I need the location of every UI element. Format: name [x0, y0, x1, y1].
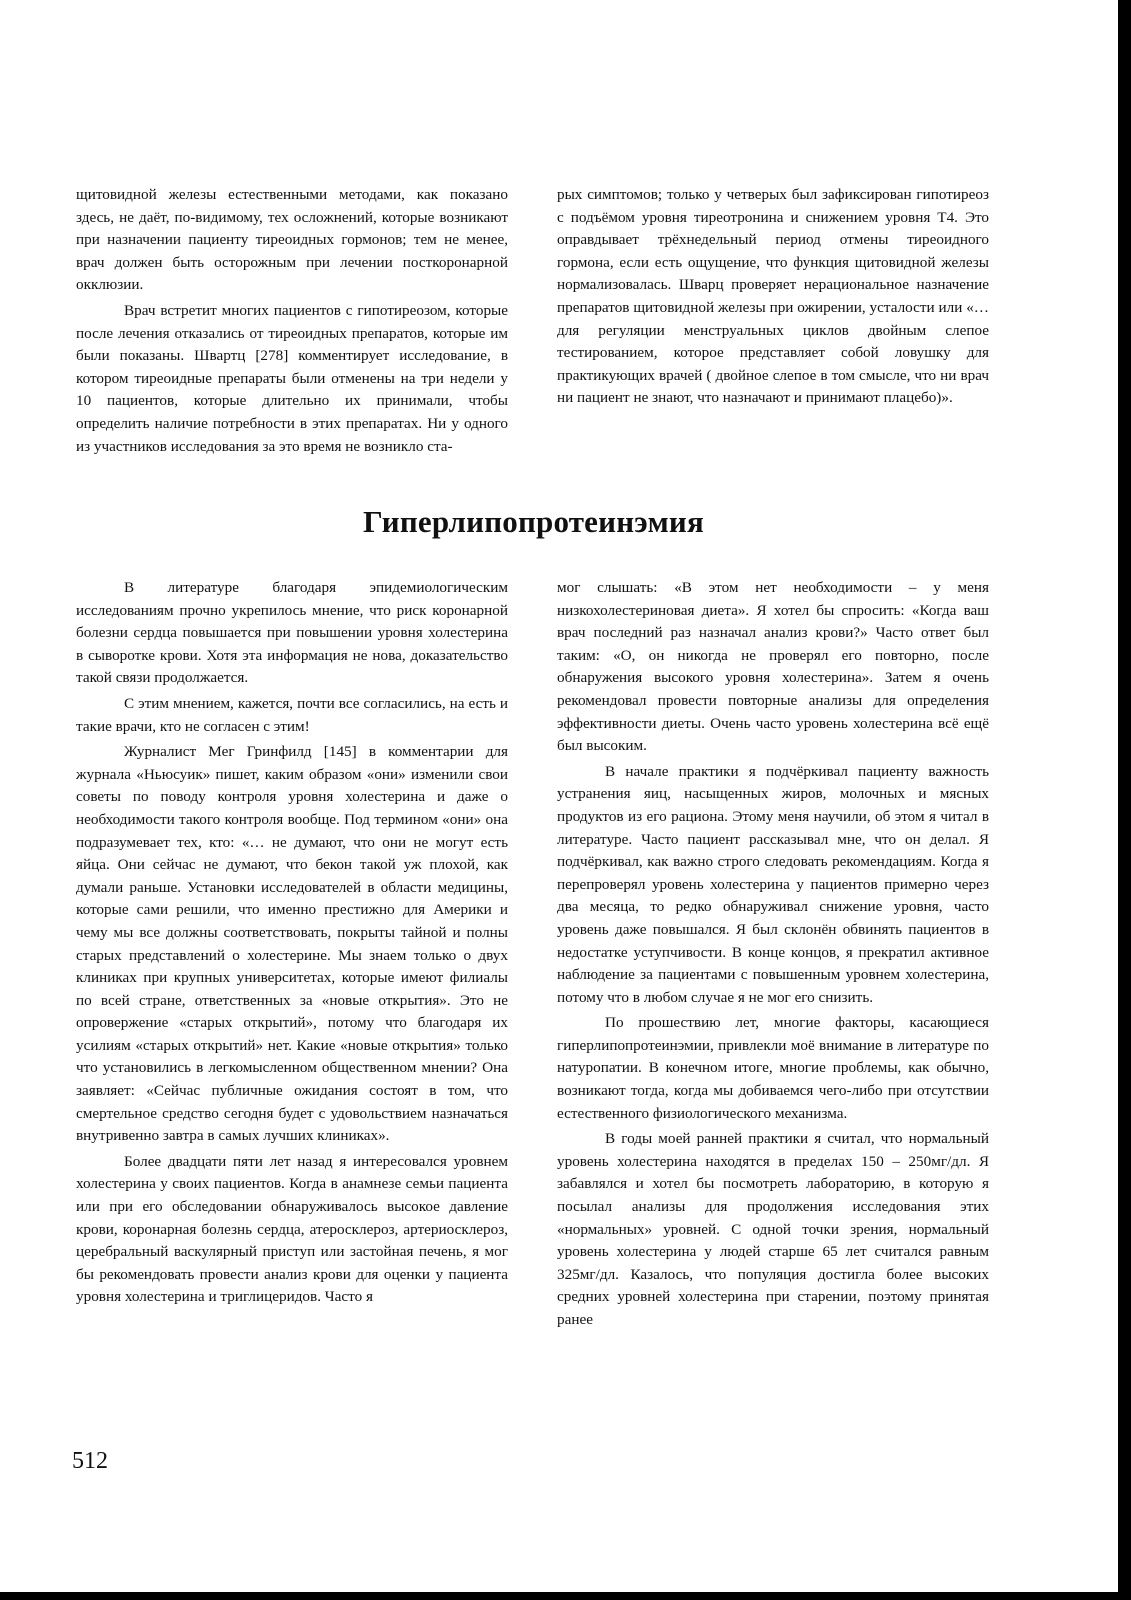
paragraph: рых симптомов; только у четверых был зафиксирован гипотиреоз с подъёмом уровня тиреотронина и снижением уровня Т4. Это оправдывает трёхнедельный период отмены тиреоидного гормона, если есть ощущение, что функция щитовидной железы нормализовалась. Шварц проверяет нерациональное назначение препаратов щитовидной железы при ожирении, усталости или «… для регуляции менструальных циклов двойным слепое тестированием, которое представляет собой ловушку для практикующих врачей ( двойное слепое в том смысле, что ни врач ни пациент не знают, что назначают и принимают плацебо)».	[557, 186, 989, 407]
paragraph: По прошествию лет, многие факторы, касающиеся гиперлипопротеинэмии, привлекли моё внимание в литературе по натуропатии. В конечном итоге, многие проблемы, как обычно, возникают тогда, когда мы добиваемся чего-либо при отсутствии естественного физиологического механизма.	[557, 1014, 989, 1122]
paragraph: мог слышать: «В этом нет необходимости – у меня низкохолестериновая диета». Я хотел бы спросить: «Когда ваш врач последний раз назначал анализ крови?» Часто ответ был таким: «О, он никогда не проверял его повторно, после обнаружения высокого уровня холестерина». Затем я очень рекомендовал провести повторные анализы для определения эффективности диеты. Очень часто уровень холестерина всё ещё был высоким.	[557, 579, 989, 755]
bottom-right-column	[557, 577, 989, 1332]
bottom-left-column	[76, 577, 508, 1309]
paragraph: Врач встретит многих пациентов с гипотиреозом, которые после лечения отказались от тиреоидных препаратов, которые им были показаны. Швартц [278] комментирует исследование, в котором тиреоидные препараты были отменены на три недели у 10 пациентов, которые длительно их принимали, чтобы определить наличие потребности в этих препаратах. Ни у одного из участников исследования за это время не возникло ста-	[76, 301, 508, 455]
paragraph: С этим мнением, кажется, почти все согласились, на есть и такие врачи, кто не согласен с этим!	[76, 694, 508, 735]
scan-edge-bottom	[0, 1592, 1131, 1600]
top-left-column	[76, 184, 508, 458]
top-right-column	[557, 184, 989, 410]
paragraph: В литературе благодаря эпидемиологическим исследованиям прочно укрепилось мнение, что риск коронарной болезни сердца повышается при повышении уровня холестерина в сыворотке крови. Хотя эта информация не нова, доказательство такой связи продолжается.	[76, 579, 508, 687]
paragraph: В начале практики я подчёркивал пациенту важность устранения яиц, насыщенных жиров, молочных и мясных продуктов из его рациона. Этому меня научили, об этом я читал в литературе. Часто пациент рассказывал мне, что он делал. Я подчёркивал, как важно строго следовать рекомендациям. Когда я перепроверял уровень холестерина у пациентов примерно через два месяца, то редко обнаруживал снижение уровня, часто уровень даже повышался. Я был склонён обвинять пациентов в недостатке уступчивости. В конце концов, я прекратил активное наблюдение за пациентами с повышенным уровнем холестерина, потому что в любом случае я не мог его снизить.	[557, 762, 989, 1006]
section-heading: Гиперлипопротеинэмия	[363, 504, 704, 539]
paragraph: щитовидной железы естественными методами, как показано здесь, не даёт, по-видимому, тех осложнений, которые возникают при назначении пациенту тиреоидных гормонов; тем не менее, врач должен быть осторожным при лечении посткоронарной окклюзии.	[76, 186, 508, 294]
paragraph: Журналист Мег Гринфилд [145] в комментарии для журнала «Ньюсуик» пишет, каким образом «они» изменили свои советы по поводу контроля уровня холестерина и даже о необходимости такого контроля вообще. Под термином «они» она подразумевает тех, кто: «… не думают, что они не могут есть яйца. Они сейчас не думают, что бекон такой уж плохой, как думали раньше. Установки исследователей в области медицины, которые сами решили, что именно престижно для Америки и чему мы все должны соответствовать, покрыты тайной и полны старых представлений о холестерине. Мы знаем только о двух клиниках при крупных университетах, которые имеют филиалы по всей стране, ответственных за «новые открытия». Это не опровержение «старых открытий», потому что благодаря их усилиям «старых открытий» нет. Какие «новые открытия» только что установились в легкомысленном общественном мнении? Она заявляет: «Сейчас публичные ожидания состоят в том, что смертельное средство сегодня будет с удовольствием назначаться внутривенно завтра в самых лучших клиниках».	[76, 743, 508, 1145]
scan-edge-right	[1118, 0, 1131, 1600]
page-number: 512	[72, 1448, 108, 1474]
paragraph: В годы моей ранней практики я считал, что нормальный уровень холестерина находятся в пределах 150 – 250мг/дл. Я забавлялся и хотел бы посмотреть лабораторию, в которую я посылал анализы для продолжения исследования этих «нормальных» уровней. С одной точки зрения, нормальный уровень холестерина у людей старше 65 лет считался равным 325мг/дл. Казалось, что популяция достигла более высоких средних уровней холестерина при старении, поэтому принятая ранее	[557, 1130, 989, 1328]
paragraph: Более двадцати пяти лет назад я интересовался уровнем холестерина у своих пациентов. Когда в анамнезе семьи пациента или при его обследовании обнаруживалось высокое давление крови, коронарная болезнь сердца, атеросклероз, артериосклероз, церебральный васкулярный приступ или застойная печень, я мог бы рекомендовать провести анализ крови для оценки у пациента уровня холестерина и триглицеридов. Часто я	[76, 1152, 508, 1306]
